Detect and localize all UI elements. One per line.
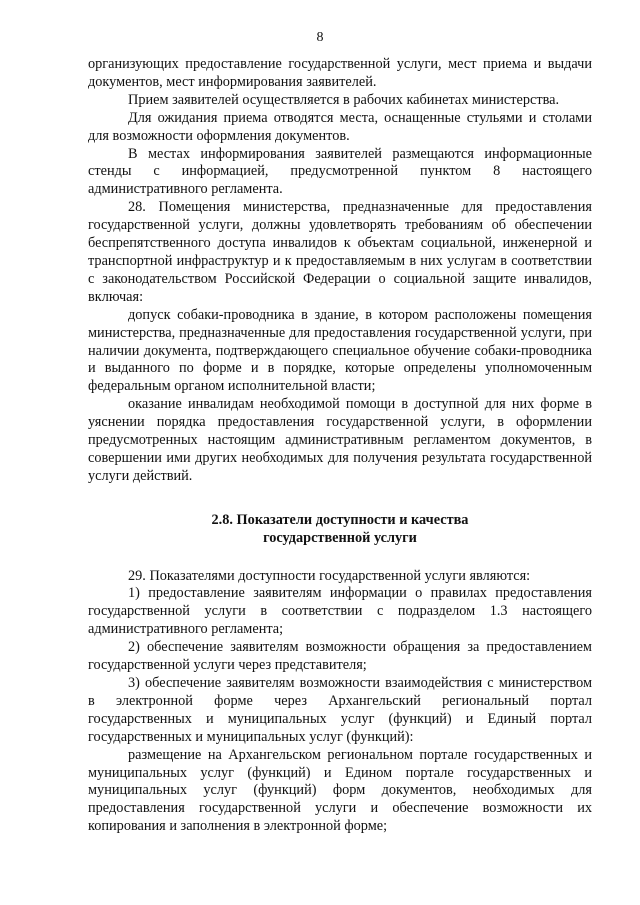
section-heading-line: государственной услуги (263, 529, 417, 546)
paragraph: организующих предоставление государственной услуги, мест приема и выдачи документов, мест информирования заявителей. (88, 56, 592, 90)
paragraph: В местах информирования заявителей размещаются информационные стенды с информацией, предусмотренной пунктом 8 настоящего административного регламента. (88, 145, 592, 198)
section-heading (88, 512, 592, 548)
paragraphs-before-heading (88, 56, 592, 486)
paragraph: Для ожидания приема отводятся места, оснащенные стульями и столами для возможности оформления документов. (88, 109, 592, 144)
list-item: 3) обеспечение заявителям возможности взаимодействия с министерством в электронной форме через Архангельский региональный портал государственных и муниципальных услуг (функций) и Единый портал государственных и муниципальных услуг (функций): (88, 675, 592, 745)
paragraph: оказание инвалидам необходимой помощи в доступной для них форме в уяснении порядка предоставления государственной услуги, в оформлении предусмотренных настоящим административным регламентом документов, в совершении ими других необходимых для получения результата государственной услуги действий. (88, 396, 592, 484)
list-item: 1) предоставление заявителям информации о правилах предоставления государственной услуги в соответствии с подразделом 1.3 настоящего административного регламента; (88, 585, 592, 638)
paragraphs-after-heading (88, 568, 592, 837)
paragraph: Прием заявителей осуществляется в рабочих кабинетах министерства. (128, 91, 560, 108)
paragraph-item-29: 29. Показателями доступности государственной услуги являются: (128, 567, 531, 584)
page-number: 8 (316, 30, 324, 45)
paragraph: размещение на Архангельском региональном портале государственных и муниципальных услуг (функций) и Едином портале государственных и муниципальных услуг (функций) форм документов, необходимых для предоставления государственной услуги и обеспечение возможности их копирования и заполнения в электронной форме; (88, 746, 592, 835)
section-heading-line: 2.8. Показатели доступности и качества (211, 511, 469, 528)
paragraph-item-28: 28. Помещения министерства, предназначенные для предоставления государственной услуги, должны удовлетворять требованиям об обеспечении беспрепятственного доступа инвалидов к объектам социальной, инженерной и транспортной инфраструктур и к предоставляемым в них услугам в соответствии с законодательством Российской Федерации о социальной защите инвалидов, включая: (88, 199, 592, 305)
paragraph: допуск собаки-проводника в здание, в котором расположены помещения министерства, предназначенные для предоставления государственной услуги, при наличии документа, подтверждающего специальное обучение собаки-проводника и выданного по форме и в порядке, которые определены уполномоченным федеральным органом исполнительной власти; (88, 306, 592, 395)
list-item: 2) обеспечение заявителям возможности обращения за предоставлением государственной услуги через представителя; (88, 639, 592, 674)
